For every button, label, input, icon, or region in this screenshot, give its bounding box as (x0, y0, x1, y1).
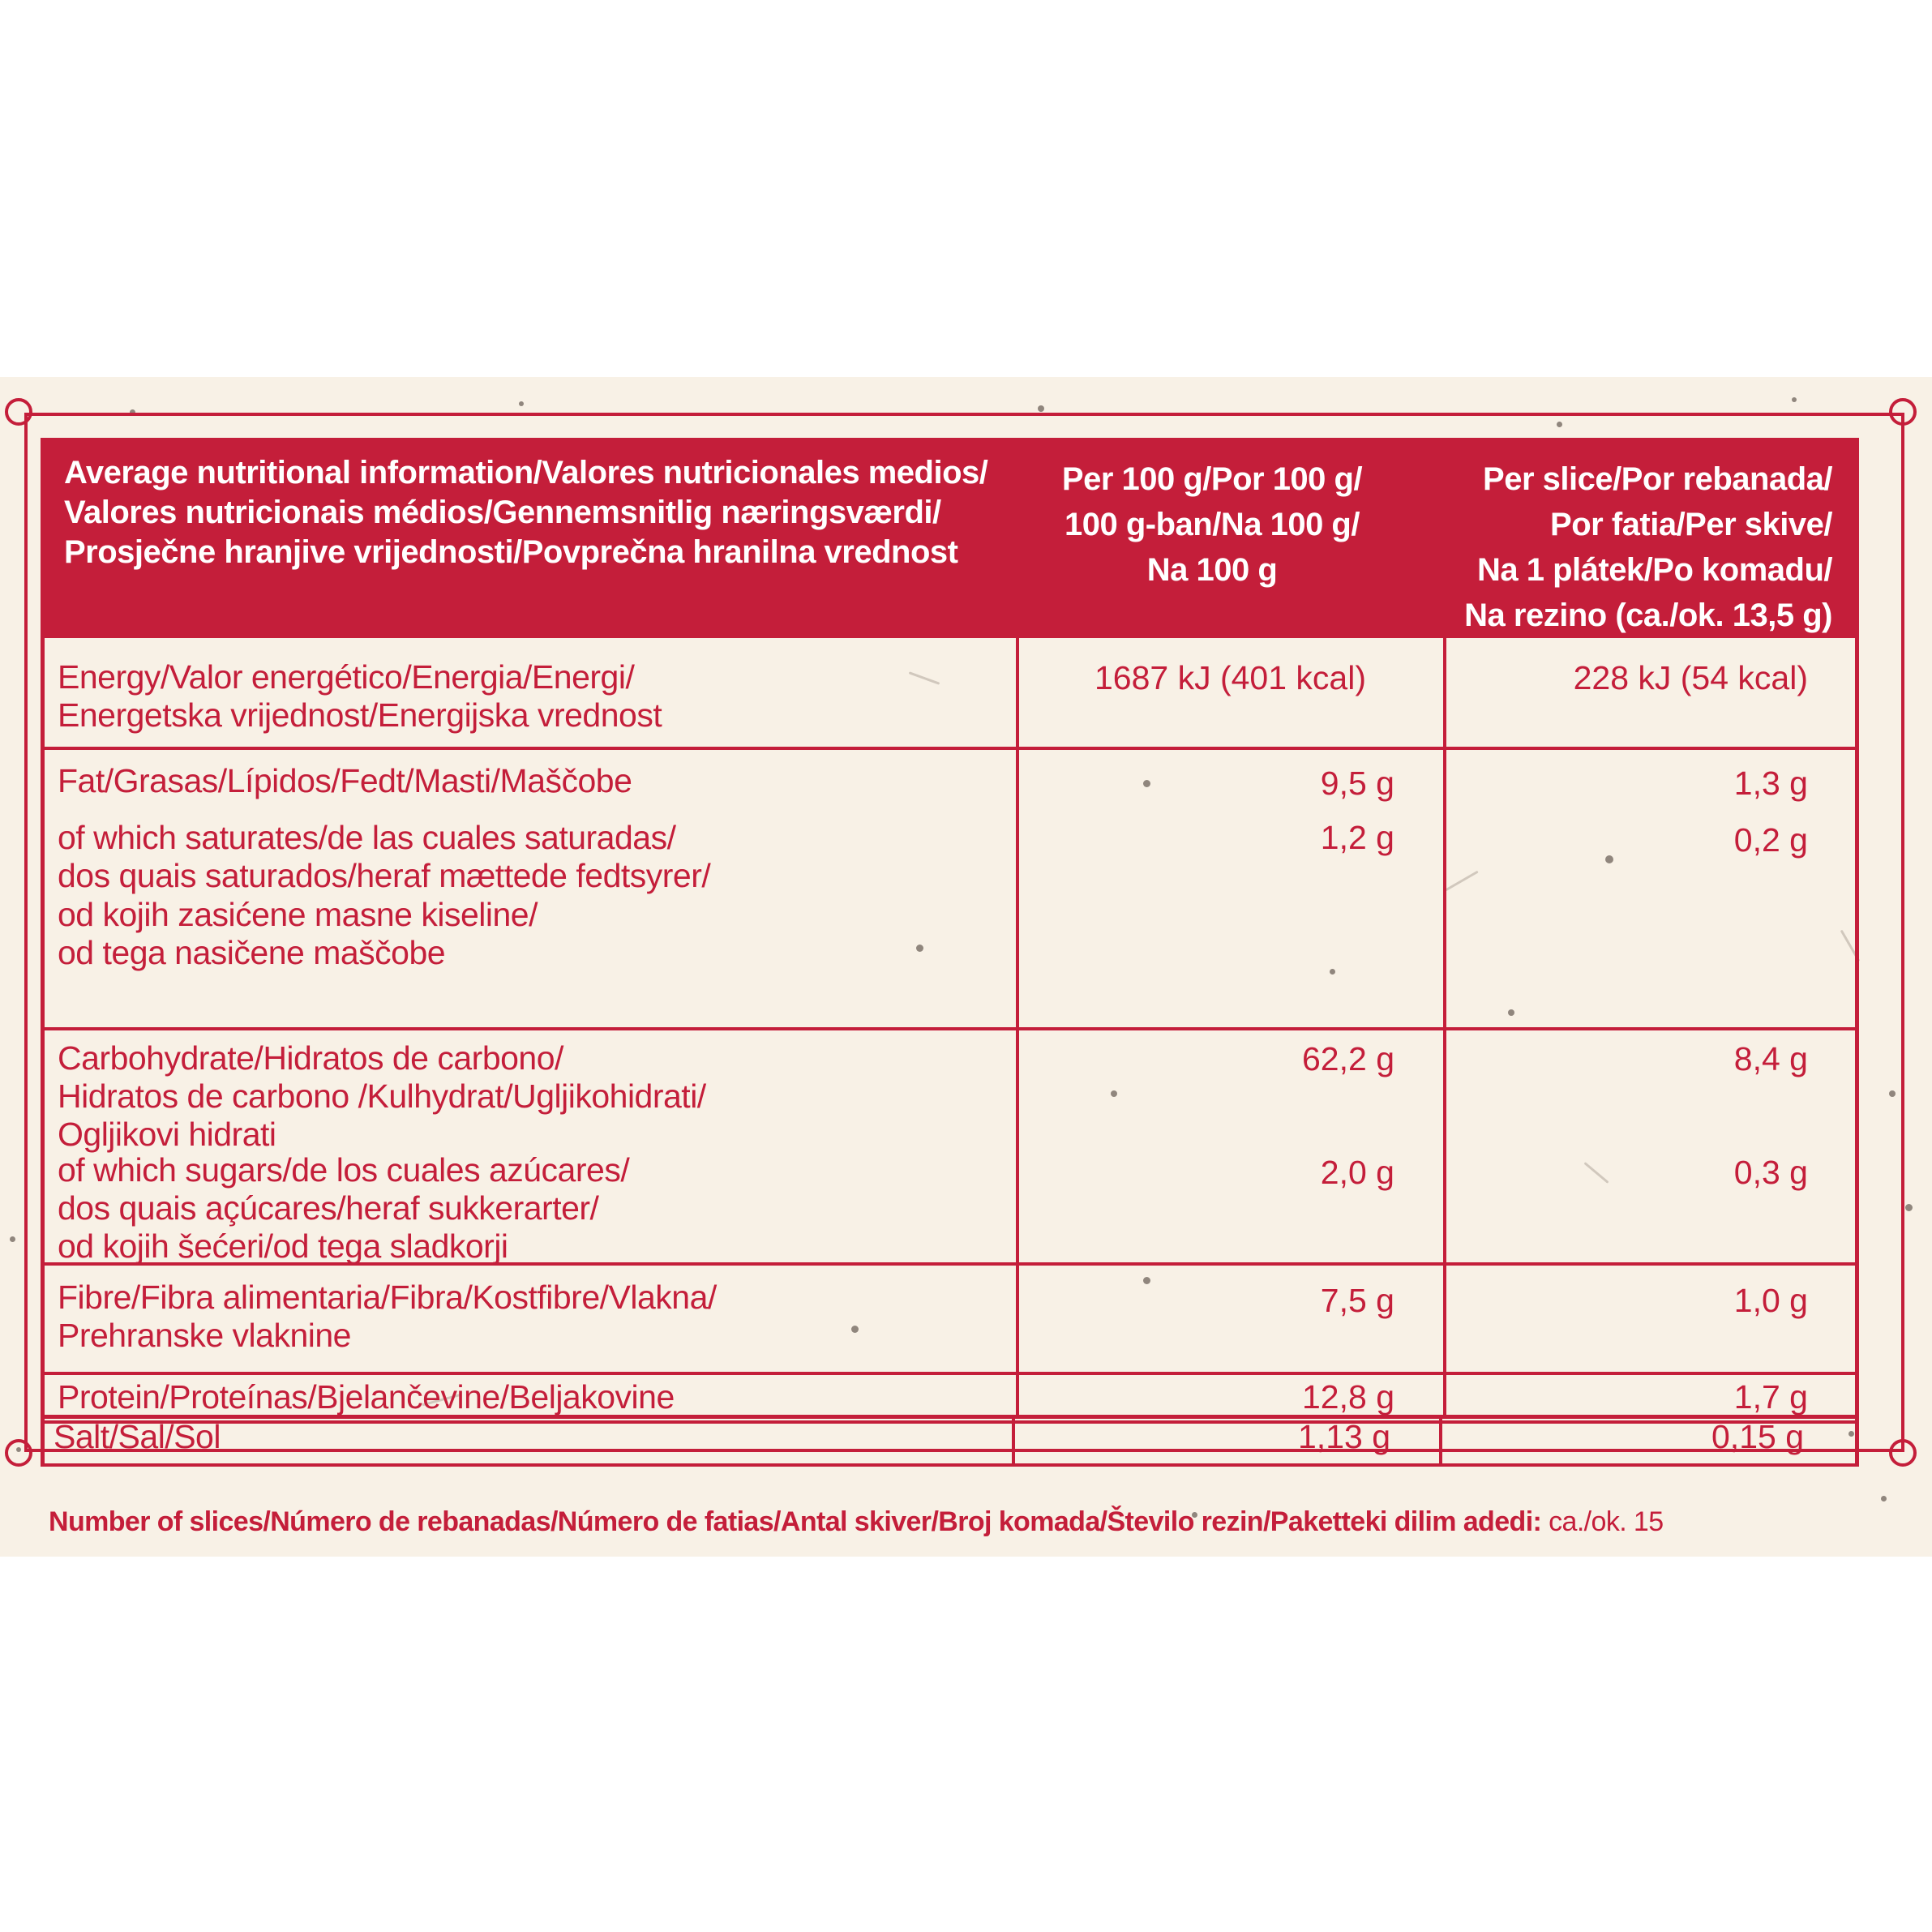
carbohydrate-label: Carbohydrate/Hidratos de carbono/ (58, 1039, 563, 1077)
salt-row-left-rule (41, 1415, 45, 1467)
footnote-value: ca./ok. 15 (1541, 1506, 1664, 1537)
row-divider (45, 1027, 1855, 1030)
frame-right-line (1901, 413, 1904, 1452)
fat-label: Fat/Grasas/Lípidos/Fedt/Masti/Maščobe (58, 762, 632, 799)
salt-per-slice: 0,15 g (1711, 1418, 1804, 1455)
saturates-label: od tega nasičene maščobe (58, 934, 446, 971)
saturates-label: dos quais saturados/heraf mættede fedtsyrer/ (58, 857, 711, 894)
fat-per-slice: 1,3 g (1733, 765, 1808, 802)
speckle (1557, 422, 1562, 427)
header-col2-line: Na 100 g (1146, 552, 1278, 588)
energy-label: Energetska vrijednost/Energijska vrednost (58, 696, 662, 734)
sugars-label: dos quais açúcares/heraf sukkerarter/ (58, 1189, 599, 1227)
carbohydrate-per-slice: 8,4 g (1733, 1040, 1808, 1077)
frame-corner-curl (1889, 398, 1917, 426)
sugars-per-100g: 2,0 g (1320, 1154, 1394, 1191)
header-col1-line: Prosječne hranjive vrijednosti/Povprečna hranilna vrednost (64, 534, 958, 570)
protein-label: Protein/Proteínas/Bjelančevine/Beljakovine (58, 1378, 675, 1416)
row-divider (45, 747, 1855, 750)
fibre-label: Fibre/Fibra alimentaria/Fibra/Kostfibre/Vlakna/ (58, 1279, 717, 1316)
frame-corner-curl (5, 1439, 32, 1467)
fibre-per-100g: 7,5 g (1320, 1282, 1394, 1319)
saturates-per-slice: 0,2 g (1733, 821, 1808, 859)
speckle (1905, 1204, 1913, 1211)
salt-row-col-rule (1439, 1415, 1442, 1467)
salt-row-right-rule (1855, 1415, 1859, 1467)
header-col3-line: Na rezino (ca./ok. 13,5 g) (1464, 598, 1832, 633)
salt-row-bottom-line (41, 1463, 1859, 1467)
fibre-per-slice: 1,0 g (1733, 1282, 1808, 1319)
frame-top-line (28, 413, 1904, 416)
saturates-label: of which saturates/de las cuales saturadas/ (58, 819, 676, 856)
speckle (519, 401, 524, 406)
speckle (1889, 1090, 1896, 1097)
energy-per-slice: 228 kJ (54 kcal) (1573, 659, 1808, 696)
sugars-label: od kojih šećeri/od tega sladkorji (58, 1227, 508, 1265)
carbohydrate-label: Ogljikovi hidrati (58, 1116, 276, 1153)
sugars-per-slice: 0,3 g (1733, 1154, 1808, 1191)
frame-corner-curl (5, 398, 32, 426)
header-col3-line: Na 1 plátek/Po komadu/ (1476, 552, 1832, 588)
speckle (10, 1236, 15, 1242)
carbohydrate-per-100g: 62,2 g (1302, 1040, 1394, 1077)
saturates-per-100g: 1,2 g (1320, 819, 1394, 856)
salt-label: Salt/Sal/Sol (54, 1418, 221, 1455)
speckle (1881, 1496, 1887, 1501)
speckle (1038, 405, 1044, 412)
slice-count-footnote (49, 1506, 1664, 1538)
salt-per-100g: 1,13 g (1298, 1418, 1390, 1455)
footnote-text: Number of slices/Número de rebanadas/Número de fatias/Antal skiver/Broj komada/Število rezin/Paketteki dilim adedi: (49, 1506, 1542, 1537)
header-col3-line: Per slice/Por rebanada/ (1483, 461, 1832, 497)
salt-row-col-rule (1012, 1415, 1015, 1467)
header-col1-line: Valores nutricionais médios/Gennemsnitlig næringsværdi/ (64, 495, 941, 530)
speckle (1792, 397, 1797, 402)
energy-per-100g: 1687 kJ (401 kcal) (1094, 659, 1366, 696)
column-divider (1016, 638, 1019, 1415)
column-divider (1443, 638, 1446, 1415)
saturates-label: od kojih zasićene masne kiseline/ (58, 896, 538, 933)
frame-corner-curl (1889, 1439, 1917, 1467)
header-col2-line: Per 100 g/Por 100 g/ (1061, 461, 1363, 497)
energy-label: Energy/Valor energético/Energia/Energi/ (58, 658, 635, 696)
speckle (1848, 1431, 1854, 1437)
sugars-label: of which sugars/de los cuales azúcares/ (58, 1151, 630, 1189)
row-divider (45, 1372, 1855, 1375)
table-header (45, 442, 1855, 638)
carbohydrate-label: Hidratos de carbono /Kulhydrat/Ugljikohidrati/ (58, 1077, 706, 1115)
header-col3-line: Por fatia/Per skive/ (1550, 507, 1832, 542)
header-col1-line: Average nutritional information/Valores nutricionales medios/ (64, 455, 988, 490)
nutrition-label-panel (0, 377, 1932, 1557)
fat-per-100g: 9,5 g (1320, 765, 1394, 802)
nutrition-table (41, 438, 1859, 1419)
frame-left-line (24, 413, 28, 1452)
protein-per-slice: 1,7 g (1733, 1378, 1808, 1416)
header-col2-line: 100 g-ban/Na 100 g/ (1065, 507, 1360, 542)
fibre-label: Prehranske vlaknine (58, 1317, 351, 1354)
protein-per-100g: 12,8 g (1302, 1378, 1394, 1416)
